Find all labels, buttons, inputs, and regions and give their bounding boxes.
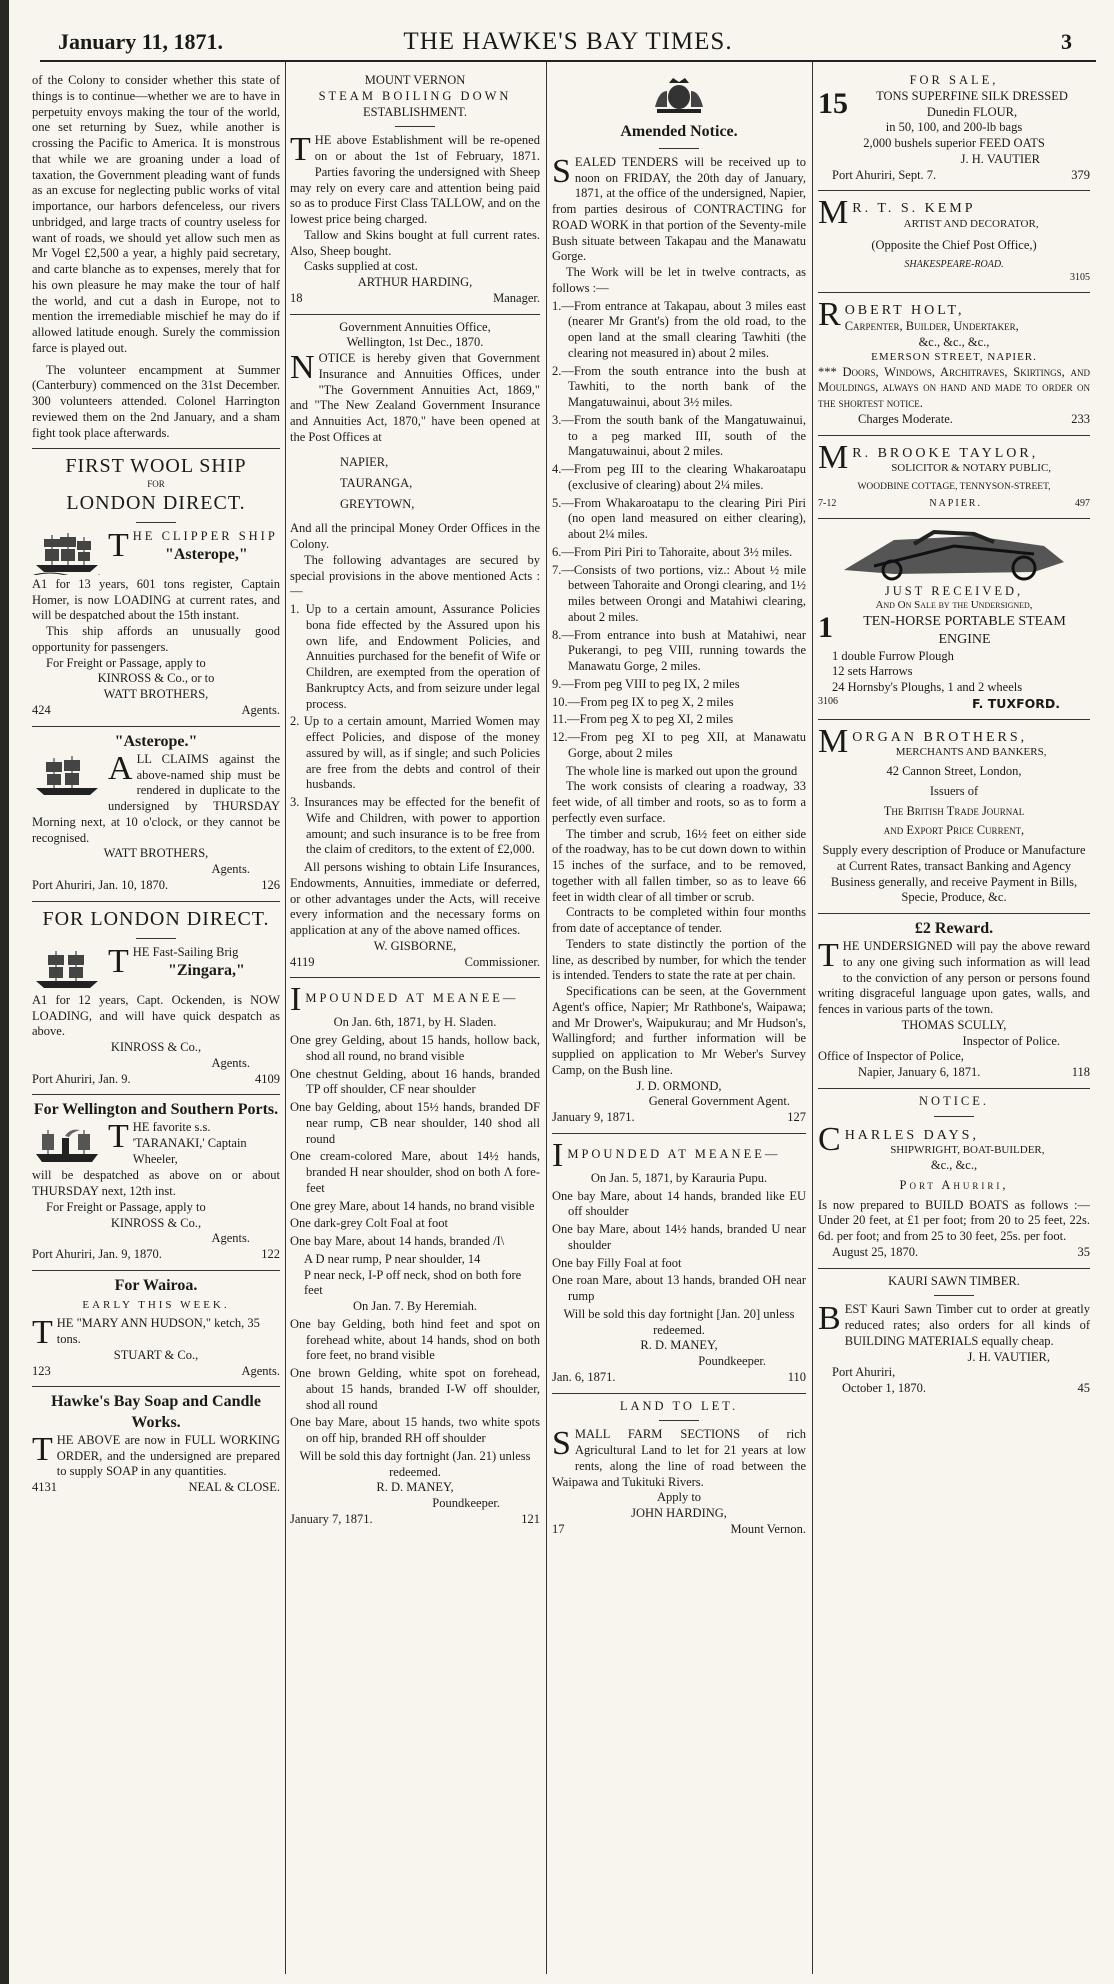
- ad-place: Napier, January 6, 1871.: [858, 1065, 981, 1080]
- ad-place: Port Ahuriri,: [832, 1365, 896, 1380]
- office-date: Wellington, 1st Dec., 1870.: [346, 335, 484, 350]
- quantity-number: 15: [818, 86, 848, 120]
- drop-cap: S: [552, 1425, 571, 1463]
- list-item: 11.—From peg X to peg XI, 2 miles: [552, 712, 734, 727]
- drop-cap: T: [108, 942, 129, 980]
- ad-for-sale: [818, 68, 1090, 191]
- ad-date: Jan. 6, 1871.: [552, 1369, 616, 1384]
- ad-number: 3105: [1070, 272, 1090, 284]
- agent-role: Agents.: [211, 862, 250, 877]
- ad-body: The following advantages are secured by special provisions in the above mentioned Acts :—: [290, 552, 540, 599]
- agent-name: STUART & Co.,: [113, 1347, 199, 1362]
- ad-soap: [32, 1387, 280, 1502]
- ad-body: &c., &c., &c.,: [918, 335, 990, 350]
- drop-cap: N: [290, 349, 315, 386]
- ad-body: TEN-HORSE PORTABLE STEAM ENGINE: [863, 614, 1066, 647]
- list-item: 3. Insurances may be effected for the benefit of Wife and Children, with power to apportion amount; and such insurance is to be free from the claim of creditors, to the extent of £2,000.: [290, 795, 540, 857]
- ad-body: and Export Price Current,: [883, 823, 1025, 838]
- ad-number: 121: [521, 1511, 540, 1526]
- masthead-rule: [40, 60, 1096, 62]
- list-item: One chestnut Gelding, about 16 hands, branded TP off shoulder, CF near shoulder: [290, 1066, 540, 1097]
- page-number: 3: [1061, 29, 1072, 54]
- ad-heading: JUST RECEIVED,: [884, 583, 1024, 598]
- agent-role: Inspector of Police.: [962, 1033, 1060, 1048]
- ad-claims: [32, 727, 280, 902]
- list-item: One bay Mare, about 14 hands, branded /I\: [290, 1234, 505, 1248]
- editorial-text: of the Colony to consider whether this state of things is to continue—whether we are to have in perpetuity envoys making the tour of the world, one set returning by Suez, while another is crossing the Pacific to America. It is monstrous that while we are groaning under a load of taxation, the Government pleading want of funds as an excuse for neglecting public works of vital importance, our harbors defenceless, our rivers unbridged, and large tracts of country useless for want of roads, we should yet allow such men as Mr Vogel £2,500 a year, a highly paid secretary, and carte blanche as to expenses, merely that for his own pleasure he may make the tour of half the world, and cut a dash in Europe, not to mention the irremediable mischief he may do if allowed latitude enough. Surely the commission farce is played out.: [32, 73, 280, 355]
- list-item: One bay Gelding, both hind feet and spot on forehead white, about 14 hands, shod on both fore feet, no brand visible: [290, 1316, 540, 1363]
- editorial: [32, 68, 280, 449]
- masthead: [40, 24, 1096, 58]
- ad-place: Port Ahuriri, Sept. 7.: [832, 167, 937, 182]
- column-rule: [812, 62, 813, 1974]
- list-item: One dark-grey Colt Foal at foot: [290, 1216, 448, 1231]
- agent-role: Agents.: [211, 1231, 250, 1246]
- divider: [136, 522, 176, 523]
- ad-heading: Amended Notice.: [620, 122, 738, 140]
- column-rule: [285, 62, 286, 1974]
- ad-date: January 7, 1871.: [290, 1511, 373, 1526]
- ad-body: ARTIST AND DECORATOR,: [903, 217, 1039, 230]
- ad-taranaki: [32, 1095, 280, 1271]
- list-item: A D near rump, P near shoulder, 14: [304, 1251, 481, 1266]
- ad-land-to-let: [552, 1394, 806, 1545]
- ad-heading: FIRST WOOL SHIP: [65, 455, 247, 478]
- agent-name: JOHN HARDING,: [631, 1506, 727, 1521]
- ad-heading: FOR LONDON DIRECT.: [42, 907, 270, 930]
- ad-body: Tenders to state distinctly the portion of the line, as described by number, for which the tender is intended. Tenders to state the rate at per chain.: [552, 936, 806, 983]
- ad-body: Charges Moderate.: [858, 411, 953, 426]
- ad-body: Carpenter, Builder, Undertaker,: [844, 319, 1019, 334]
- ad-amended-notice: [552, 68, 806, 1134]
- steamship-icon: [32, 1122, 102, 1166]
- drop-cap: I: [552, 1136, 564, 1174]
- ad-heading: FOR SALE,: [909, 73, 999, 87]
- ad-holt: [818, 293, 1090, 436]
- ad-heading: OBERT HOLT,: [844, 302, 965, 318]
- town-name: GREYTOWN,: [340, 497, 415, 511]
- ad-number: 497: [1075, 498, 1090, 510]
- agent-role: Commissioner.: [464, 954, 540, 969]
- ad-mount-vernon: [290, 68, 540, 315]
- divider: [659, 148, 699, 149]
- ad-body: MERCHANTS AND BANKERS,: [895, 746, 1047, 759]
- drop-cap: A: [108, 749, 133, 787]
- ad-number: 118: [1071, 1065, 1090, 1080]
- agent-name: NEAL & CLOSE.: [188, 1480, 280, 1495]
- drop-cap: T: [290, 131, 311, 169]
- ad-number: 379: [1071, 167, 1090, 182]
- ship-name: "Zingara,": [167, 961, 245, 979]
- list-item: One bay Mare, about 14½ hands, branded U near shoulder: [552, 1222, 806, 1252]
- ad-body: SHAKESPEARE-ROAD.: [904, 259, 1004, 271]
- drop-cap: M: [818, 194, 849, 232]
- ad-wool-ship: [32, 449, 280, 726]
- ad-date: October 1, 1870.: [842, 1381, 927, 1396]
- ad-body: Is now prepared to BUILD BOATS as follows :—Under 20 feet, at £1 per foot; from 20 to 25 feet, 22s. 6d. per foot; and from 25 to 30 feet, 25s. per foot.: [818, 1197, 1090, 1244]
- ad-number: 3106: [818, 695, 838, 707]
- newspaper-title: THE HAWKE'S BAY TIMES.: [403, 28, 733, 55]
- ad-number: 18: [290, 290, 303, 305]
- ad-body: Tallow and Skins bought at full current rates. Also, Sheep bought.: [290, 227, 540, 258]
- list-item: 5.—From Whakaroatapu to the clearing Piri Piri (no open land measured on either clearing), about 2¼ miles.: [552, 495, 806, 542]
- ad-zingara: [32, 902, 280, 1096]
- ad-body: All persons wishing to obtain Life Insurances, Endowments, Annuities, immediate or deferred, or other advantages under the Acts, will receive every information and the necessary forms on application at any of the above named offices.: [290, 860, 540, 937]
- ad-body: EALED TENDERS will be received up to noon on FRIDAY, the 20th day of January, 1871, at the office of the undersigned, Napier, from parties desirous of CONTRACTING for ROAD WORK in that portion of the Seventy-mile Bush situate between Takapau and the Manawatu Gorge.: [552, 154, 806, 264]
- drop-cap: C: [818, 1120, 841, 1158]
- ad-place: NAPIER.: [929, 498, 982, 510]
- column-rule: [546, 62, 547, 1974]
- ad-body: HE ABOVE are now in FULL WORKING ORDER, and the undersigned are prepared to supply SOAP in any quantities.: [56, 1432, 280, 1479]
- divider: [395, 126, 435, 127]
- list-item: 2. Up to a certain amount, Married Women may effect Policies, and dispose of the money assured by will, as if single; and such Policies are free from the debts and control of their husbands.: [290, 714, 540, 792]
- ad-heading: £2 Reward.: [914, 920, 994, 938]
- ad-body: SOLICITOR & NOTARY PUBLIC,: [891, 462, 1052, 475]
- ad-heading: R. BROOKE TAYLOR,: [852, 445, 1039, 461]
- ad-body: Will be sold this day fortnight [Jan. 20] unless redeemed.: [563, 1306, 795, 1337]
- quantity-number: 1: [818, 611, 833, 645]
- ad-number: 7-12: [818, 498, 837, 510]
- list-item: One bay Gelding, about 15½ hands, branded DF near rump, ⊂B near shoulder, 140 shod all round: [290, 1100, 540, 1146]
- ad-heading: For Wairoa.: [114, 1276, 198, 1294]
- column-4: [818, 68, 1090, 1974]
- ad-heading: MPOUNDED AT MEANEE—: [305, 991, 519, 1006]
- ad-subheading: EARLY THIS WEEK.: [82, 1299, 230, 1312]
- list-item: 6.—From Piri Piri to Tahoraite, about 3½ miles.: [552, 544, 793, 559]
- agent-name: THOMAS SCULLY,: [901, 1017, 1007, 1032]
- ad-body: LL CLAIMS against the above-named ship must be rendered in duplicate to the undersigned by THURSDAY Morning next, at 10 o'clock, or they cannot be recognised.: [32, 751, 280, 845]
- list-item: 3.—From the south bank of the Mangatuwainui, to a peg marked III, south of the Mangatuwainui, about 2 miles.: [552, 412, 806, 459]
- list-item: 7.—Consists of two portions, viz.: About ½ mile between Tahoraite and Orongi clearing, and 1½ miles between Orongi and Matahiwi clearing, about 2 miles.: [552, 562, 806, 624]
- ad-lead: HE Fast-Sailing Brig: [132, 944, 239, 959]
- list-item: 12 sets Harrows: [832, 664, 913, 679]
- ad-number: 127: [787, 1110, 806, 1125]
- ad-body: This ship affords an unusually good opportunity for passengers.: [32, 624, 280, 654]
- ad-body: HE "MARY ANN HUDSON," ketch, 35 tons.: [56, 1315, 260, 1346]
- agent-name: W. GISBORNE,: [373, 938, 457, 953]
- ad-place: Port Ahuriri, Jan. 9.: [32, 1071, 131, 1086]
- ad-heading: HARLES DAYS,: [844, 1127, 979, 1143]
- ad-days: [818, 1089, 1090, 1269]
- ad-body: EST Kauri Sawn Timber cut to order at greatly reduced rates; also orders for all kinds of BUILDING MATERIALS equally cheap.: [844, 1302, 1090, 1348]
- agent-name: WATT BROTHERS,: [103, 687, 209, 702]
- drop-cap: M: [818, 722, 849, 760]
- farm-machinery-illustration: [834, 526, 1074, 582]
- ad-heading: R. T. S. KEMP: [852, 201, 976, 217]
- sailing-ship-icon: [32, 947, 102, 991]
- ad-reward: [818, 914, 1090, 1089]
- drop-cap: S: [552, 152, 571, 190]
- ad-wairoa: [32, 1271, 280, 1388]
- agent-role: Poundkeeper.: [698, 1354, 766, 1369]
- ad-number: 4109: [255, 1071, 280, 1086]
- ad-heading: MPOUNDED AT MEANEE—: [567, 1146, 781, 1161]
- ad-number: 424: [32, 702, 51, 717]
- ad-body: The Work will be let in twelve contracts, as follows :—: [552, 265, 806, 295]
- ad-subheading: FOR: [147, 479, 165, 490]
- ad-body: *** Doors, Windows, Architraves, Skirtings, and Mouldings, always on hand and made to order on the shortest notice.: [818, 364, 1090, 411]
- agent-name: J. D. ORMOND,: [636, 1078, 722, 1093]
- ad-body: Casks supplied at cost.: [304, 259, 418, 274]
- ad-number: 4119: [290, 954, 315, 969]
- agent-role: Manager.: [493, 290, 540, 305]
- ad-heading: LAND TO LET.: [619, 1398, 739, 1413]
- list-item: 10.—From peg IX to peg X, 2 miles: [552, 694, 734, 709]
- agent-name: J. H. VAUTIER,: [967, 1349, 1050, 1364]
- divider: [934, 1116, 974, 1117]
- ship-name: "Asterope,": [164, 545, 248, 563]
- ad-number: 233: [1071, 411, 1090, 426]
- ad-date: August 25, 1870.: [832, 1244, 919, 1259]
- column-1: [32, 68, 280, 1974]
- ad-lead: HE favorite s.s. 'TARANAKI,' Captain Wheeler,: [132, 1120, 247, 1166]
- ad-number: 4131: [32, 1480, 57, 1495]
- ad-body: HE UNDERSIGNED will pay the above reward to any one giving such information as will lead to the conviction of any person or persons found writing disgraceful language upon gates, walls, and fences in various parts of the town.: [818, 939, 1090, 1017]
- list-item: One roan Mare, about 13 hands, branded OH near rump: [552, 1273, 806, 1304]
- agent-name: R. D. MANEY,: [376, 1480, 454, 1495]
- ad-body: (Opposite the Chief Post Office,): [871, 237, 1037, 252]
- ad-body: 42 Cannon Street, London,: [886, 764, 1022, 779]
- list-item: One bay Mare, about 15 hands, two white spots on off hip, branded RH off shoulder: [290, 1415, 540, 1445]
- ad-body: will be despatched as above on or about THURSDAY next, 12th inst.: [32, 1168, 280, 1199]
- agent-name: KINROSS & Co.,: [110, 1215, 202, 1230]
- page-left-edge: [0, 0, 9, 1984]
- list-item: P near neck, I-P off neck, shod on both fore feet: [304, 1267, 522, 1298]
- agent-name: WATT BROTHERS,: [103, 846, 209, 861]
- ad-subheading: And On Sale by the Undersigned,: [875, 599, 1033, 612]
- ad-body: The British Trade Journal: [883, 803, 1025, 818]
- ad-body: MALL FARM SECTIONS of rich Agricultural Land to let for 21 years at low rents, along the line of road between the Waipawa and Tukituki Rivers.: [552, 1427, 806, 1489]
- ad-taylor: [818, 436, 1090, 519]
- ad-body: WOODBINE COTTAGE, TENNYSON-STREET,: [857, 482, 1051, 493]
- issue-date: January 11, 1871.: [58, 29, 224, 54]
- ad-body: OTICE is hereby given that Government Insurance and Annuities Offices, under "The Government Annuities Act, 1869," and "The New Zealand Government Insurance and Annuities Act, 1870," have been opened at the Post Offices at: [290, 351, 540, 444]
- town-name: NAPIER,: [340, 454, 389, 469]
- drop-cap: T: [818, 937, 839, 975]
- ad-lead: HE CLIPPER SHIP: [132, 528, 278, 543]
- ad-body: Supply every description of Produce or Manufacture at Current Rates, transact Banking and Agency Business generally, and receive Payment in Bills, Specie, Produce, &c.: [822, 843, 1086, 905]
- ad-place: Port Ahuriri, Jan. 9, 1870.: [32, 1247, 162, 1262]
- divider: [136, 938, 176, 939]
- list-item: On Jan. 6th, 1871, by H. Sladen.: [333, 1015, 497, 1030]
- ad-heading: ORGAN BROTHERS,: [852, 729, 1028, 745]
- ad-heading: ESTABLISHMENT.: [363, 104, 467, 119]
- agent-name: J. H. VAUTIER: [960, 151, 1040, 166]
- ad-body: The whole line is marked out upon the ground: [566, 763, 798, 778]
- agent-role: Poundkeeper.: [432, 1496, 500, 1510]
- ad-kauri: [818, 1269, 1090, 1404]
- ad-body: in 50, 100, and 200-lb bags: [885, 120, 1023, 135]
- list-item: 2.—From the south entrance into the bush at Tawhiti, to the north bank of the Mangatuwainui, about 3½ miles.: [552, 363, 806, 410]
- list-item: 1.—From entrance at Takapau, about 3 miles east (nearer Mr Grant's) from the old road, to the open land at the small clearing Tawhiti (the clearing not measured in) about 2 miles.: [552, 298, 806, 360]
- sailing-ship-icon: [32, 754, 102, 798]
- ad-heading: STEAM BOILING DOWN: [318, 88, 512, 103]
- ad-number: 123: [32, 1363, 51, 1378]
- ad-body: 2,000 bushels superior FEED OATS: [863, 136, 1045, 150]
- list-item: 8.—From entrance into bush at Matahiwi, near Pukerangi, to peg VIII, running towards the Manawatu Gorge, 2 miles.: [552, 627, 806, 674]
- ad-place: Port Ahuriri, Jan. 10, 1870.: [32, 877, 169, 892]
- list-item: One bay Mare, about 14 hands, branded like EU off shoulder: [552, 1188, 806, 1219]
- divider: [934, 1295, 974, 1296]
- volunteer-news: The volunteer encampment at Summer (Canterbury) commenced on the 31st December. 300 volunteers attended. Colonel Harrington reviewed them on the 2nd January, and a sham fight took place afterwards.: [32, 362, 280, 440]
- ad-number: 126: [261, 877, 280, 892]
- drop-cap: I: [290, 981, 302, 1019]
- ad-just-received: [818, 519, 1090, 720]
- agent-name: KINROSS & Co.,: [110, 1040, 202, 1055]
- ad-body: Will be sold this day fortnight (Jan. 21) unless redeemed.: [299, 1448, 531, 1479]
- ad-number: 17: [552, 1521, 565, 1536]
- ad-heading: MOUNT VERNON: [364, 73, 466, 87]
- drop-cap: T: [32, 1430, 53, 1468]
- ad-morgan: [818, 720, 1090, 914]
- drop-cap: M: [818, 438, 849, 476]
- list-item: One bay Filly Foal at foot: [552, 1255, 682, 1270]
- ad-number: 110: [787, 1369, 806, 1384]
- ad-heading: "Asterope.": [114, 732, 198, 750]
- list-item: One cream-colored Mare, about 14½ hands, branded H near shoulder, shod on both Λ fore-feet: [290, 1149, 540, 1195]
- ad-body: The work consists of clearing a roadway, 33 feet wide, of all timber and roots, so as to form a perfectly even surface.: [552, 779, 806, 825]
- ad-body: And all the principal Money Order Offices in the Colony.: [290, 521, 540, 551]
- list-item: 12.—From peg XI to peg XII, at Manawatu Gorge, about 2 miles: [552, 730, 806, 760]
- list-item: On Jan. 5, 1871, by Karauria Pupu.: [590, 1170, 768, 1185]
- agent-role: General Government Agent.: [648, 1094, 790, 1109]
- ad-number: 122: [261, 1247, 280, 1262]
- ad-body: A1 for 13 years, 601 tons register, Captain Homer, is now LOADING at current rates, and will be despatched about the 15th instant.: [32, 576, 280, 623]
- ad-body: EMERSON STREET, NAPIER.: [871, 350, 1037, 363]
- ad-heading: KAURI SAWN TIMBER.: [888, 1273, 1020, 1288]
- drop-cap: B: [818, 1300, 841, 1338]
- column-3: [552, 68, 806, 1974]
- ad-body: For Freight or Passage, apply to: [46, 655, 206, 670]
- ad-heading: NOTICE.: [919, 1093, 989, 1108]
- list-item: 9.—From peg VIII to peg IX, 2 miles: [552, 676, 740, 691]
- list-item: One grey Gelding, about 15 hands, hollow back, shod all round, no brand visible: [290, 1033, 540, 1063]
- list-item: 1 double Furrow Plough: [832, 648, 954, 663]
- drop-cap: T: [108, 1118, 129, 1156]
- ad-number: 45: [1077, 1381, 1090, 1396]
- divider: [659, 1420, 699, 1421]
- ad-number: 35: [1077, 1244, 1090, 1259]
- agent-name: R. D. MANEY,: [640, 1338, 718, 1353]
- ad-body: Apply to: [656, 1490, 702, 1505]
- royal-crest-icon: [651, 77, 707, 115]
- agent-role: Agents.: [241, 1363, 280, 1378]
- list-item: One grey Mare, about 14 hands, no brand visible: [290, 1198, 535, 1213]
- agent-name: KINROSS & Co., or to: [97, 671, 215, 686]
- column-2: [290, 68, 540, 1974]
- ad-heading: For Wellington and Southern Ports.: [33, 1101, 279, 1119]
- ad-body: Specifications can be seen, at the Government Agent's office, Napier; Mr Rathbone's, Waipawa; and Mr Drower's, Waipukurau; and Mr Hudson's, Wallingford; and further information will be supplied on application to Mr Weber's Survey Camp, on the Bush line.: [552, 984, 806, 1077]
- sailing-ship-icon: [32, 531, 102, 575]
- office-name: Government Annuities Office,: [339, 319, 491, 334]
- ad-body: The timber and scrub, 16½ feet on either side of the roadway, has to be cut down down to within 15 inches of the surface, and to be removed, together with all fallen timber, so as to leave 66 feet in width clear of all timber or scrub.: [552, 826, 806, 904]
- agent-role: Agents.: [241, 702, 280, 717]
- drop-cap: T: [108, 526, 129, 564]
- office-name: Office of Inspector of Police,: [818, 1049, 964, 1064]
- ad-body: HE above Establishment will be re-opened on or about the 1st of February, 1871. Parties favoring the undersigned with Sheep may rely on every care and attention being paid so as to produce First Class TALLOW, and on the lowest price being charged.: [290, 133, 540, 226]
- ad-date: January 9, 1871.: [552, 1110, 635, 1125]
- ad-impounded-2: [552, 1134, 806, 1394]
- ad-body: TONS SUPERFINE SILK DRESSED Dunedin FLOUR,: [876, 88, 1068, 119]
- agent-role: Agents.: [211, 1055, 250, 1070]
- list-item: 1. Up to a certain amount, Assurance Policies bona fide effected by the Assured upon his own life, and Endowment Policies, and Annuities purchased for the benefit of Wife or Children, are exempted from the operation of Bankruptcy Acts, and from seizure under legal process.: [290, 602, 540, 711]
- drop-cap: R: [818, 295, 841, 333]
- ad-body: &c., &c.,: [930, 1158, 978, 1173]
- ad-body: Port Ahuriri,: [899, 1177, 1009, 1192]
- ad-place: Mount Vernon.: [730, 1521, 806, 1536]
- ad-kemp: [818, 191, 1090, 292]
- ad-body: For Freight or Passage, apply to: [46, 1199, 206, 1214]
- ad-annuities: [290, 315, 540, 979]
- ad-body: Issuers of: [929, 783, 979, 798]
- ad-impounded-1: [290, 978, 540, 1534]
- ad-heading: Hawke's Bay Soap and Candle Works.: [51, 1393, 261, 1431]
- list-item: On Jan. 7. By Heremiah.: [353, 1299, 477, 1313]
- ad-body: SHIPWRIGHT, BOAT-BUILDER,: [890, 1144, 1045, 1157]
- drop-cap: T: [32, 1313, 53, 1351]
- ad-body: A1 for 12 years, Capt. Ockenden, is NOW LOADING, and will have quick despatch as above.: [32, 992, 280, 1039]
- list-item: 24 Hornsby's Ploughs, 1 and 2 wheels: [832, 680, 1023, 695]
- town-name: TAURANGA,: [340, 475, 413, 490]
- list-item: 4.—From peg III to the clearing Whakaroatapu (exclusive of clearing) about 2¼ miles.: [552, 462, 806, 492]
- list-item: One brown Gelding, white spot on forehead, about 15 hands, branded I-W off shoulder, shod all round: [290, 1366, 540, 1412]
- agent-name: ARTHUR HARDING,: [357, 275, 473, 289]
- ad-body: Contracts to be completed within four months from date of acceptance of tender.: [552, 905, 806, 936]
- ad-heading: LONDON DIRECT.: [66, 491, 246, 514]
- agent-name: F. TUXFORD.: [971, 695, 1060, 711]
